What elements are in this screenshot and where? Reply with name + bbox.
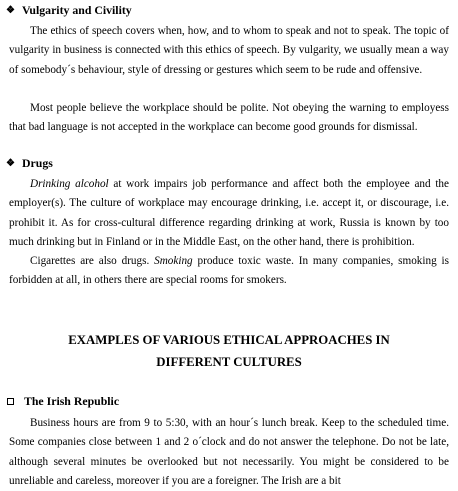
paragraph-irish — [9, 414, 449, 491]
paragraph-text: The ethics of speech covers when, how, and to whom to speak and not to speak. The topic of vulgarity in business is connected with this ethics of speech. By vulgarity, we usually mean a way of somebody´s behaviour, style of dressing or gestures which seem to be rude and offensive. — [9, 25, 449, 76]
heading-irish-text: The Irish Republic — [24, 394, 120, 408]
heading-vulgarity-text: Vulgarity and Civility — [22, 3, 132, 17]
paragraph-drugs-1 — [9, 175, 449, 252]
paragraph-vulgarity-2 — [9, 99, 449, 138]
paragraph-text: produce toxic waste. In many companies, smoking is forbidden at all, in others there are special rooms for smokers. — [9, 255, 449, 287]
heading-drugs — [6, 156, 53, 171]
paragraph-text: at work impairs job performance and affect both the employee and the employer(s). The culture of workplace may encourage drinking, i.e. accept it, or discourage, i.e. prohibit it. As for cross-cultural difference regarding drinking at work, Russia is known by too much drinking but in Finland or in the Middle East, on the other hand, there is prohibition. — [9, 178, 449, 248]
italic-term: Drinking alcohol — [30, 178, 109, 190]
heading-irish — [5, 394, 119, 409]
diamond-bullet-icon: ❖ — [6, 158, 15, 169]
paragraph-text: Business hours are from 9 to 5:30, with an hour´s lunch break. Keep to the scheduled time. Some companies close between 1 and 2 o´clock and do not answer the telephone. Do not be late, although several minutes be overlooked but not necessarily. You might be considered to be unreliable and careless, moreover if you are a foreigner. The Irish are a bit — [9, 417, 449, 487]
section-title-line-1: EXAMPLES OF VARIOUS ETHICAL APPROACHES IN — [68, 333, 390, 347]
section-title-line-2: DIFFERENT CULTURES — [156, 355, 302, 369]
italic-term: Smoking — [154, 255, 193, 267]
paragraph-drugs-2 — [9, 252, 449, 291]
paragraph-vulgarity-1 — [9, 22, 449, 80]
diamond-bullet-icon: ❖ — [6, 5, 15, 16]
heading-drugs-text: Drugs — [22, 156, 53, 170]
paragraph-text: Cigarettes are also drugs. — [30, 255, 155, 267]
heading-vulgarity — [6, 3, 132, 18]
paragraph-text: Most people believe the workplace should be polite. Not obeying the warning to employess that bad language is not accepted in the workplace can become good grounds for dismissal. — [9, 102, 449, 134]
square-bullet-icon — [7, 398, 14, 405]
